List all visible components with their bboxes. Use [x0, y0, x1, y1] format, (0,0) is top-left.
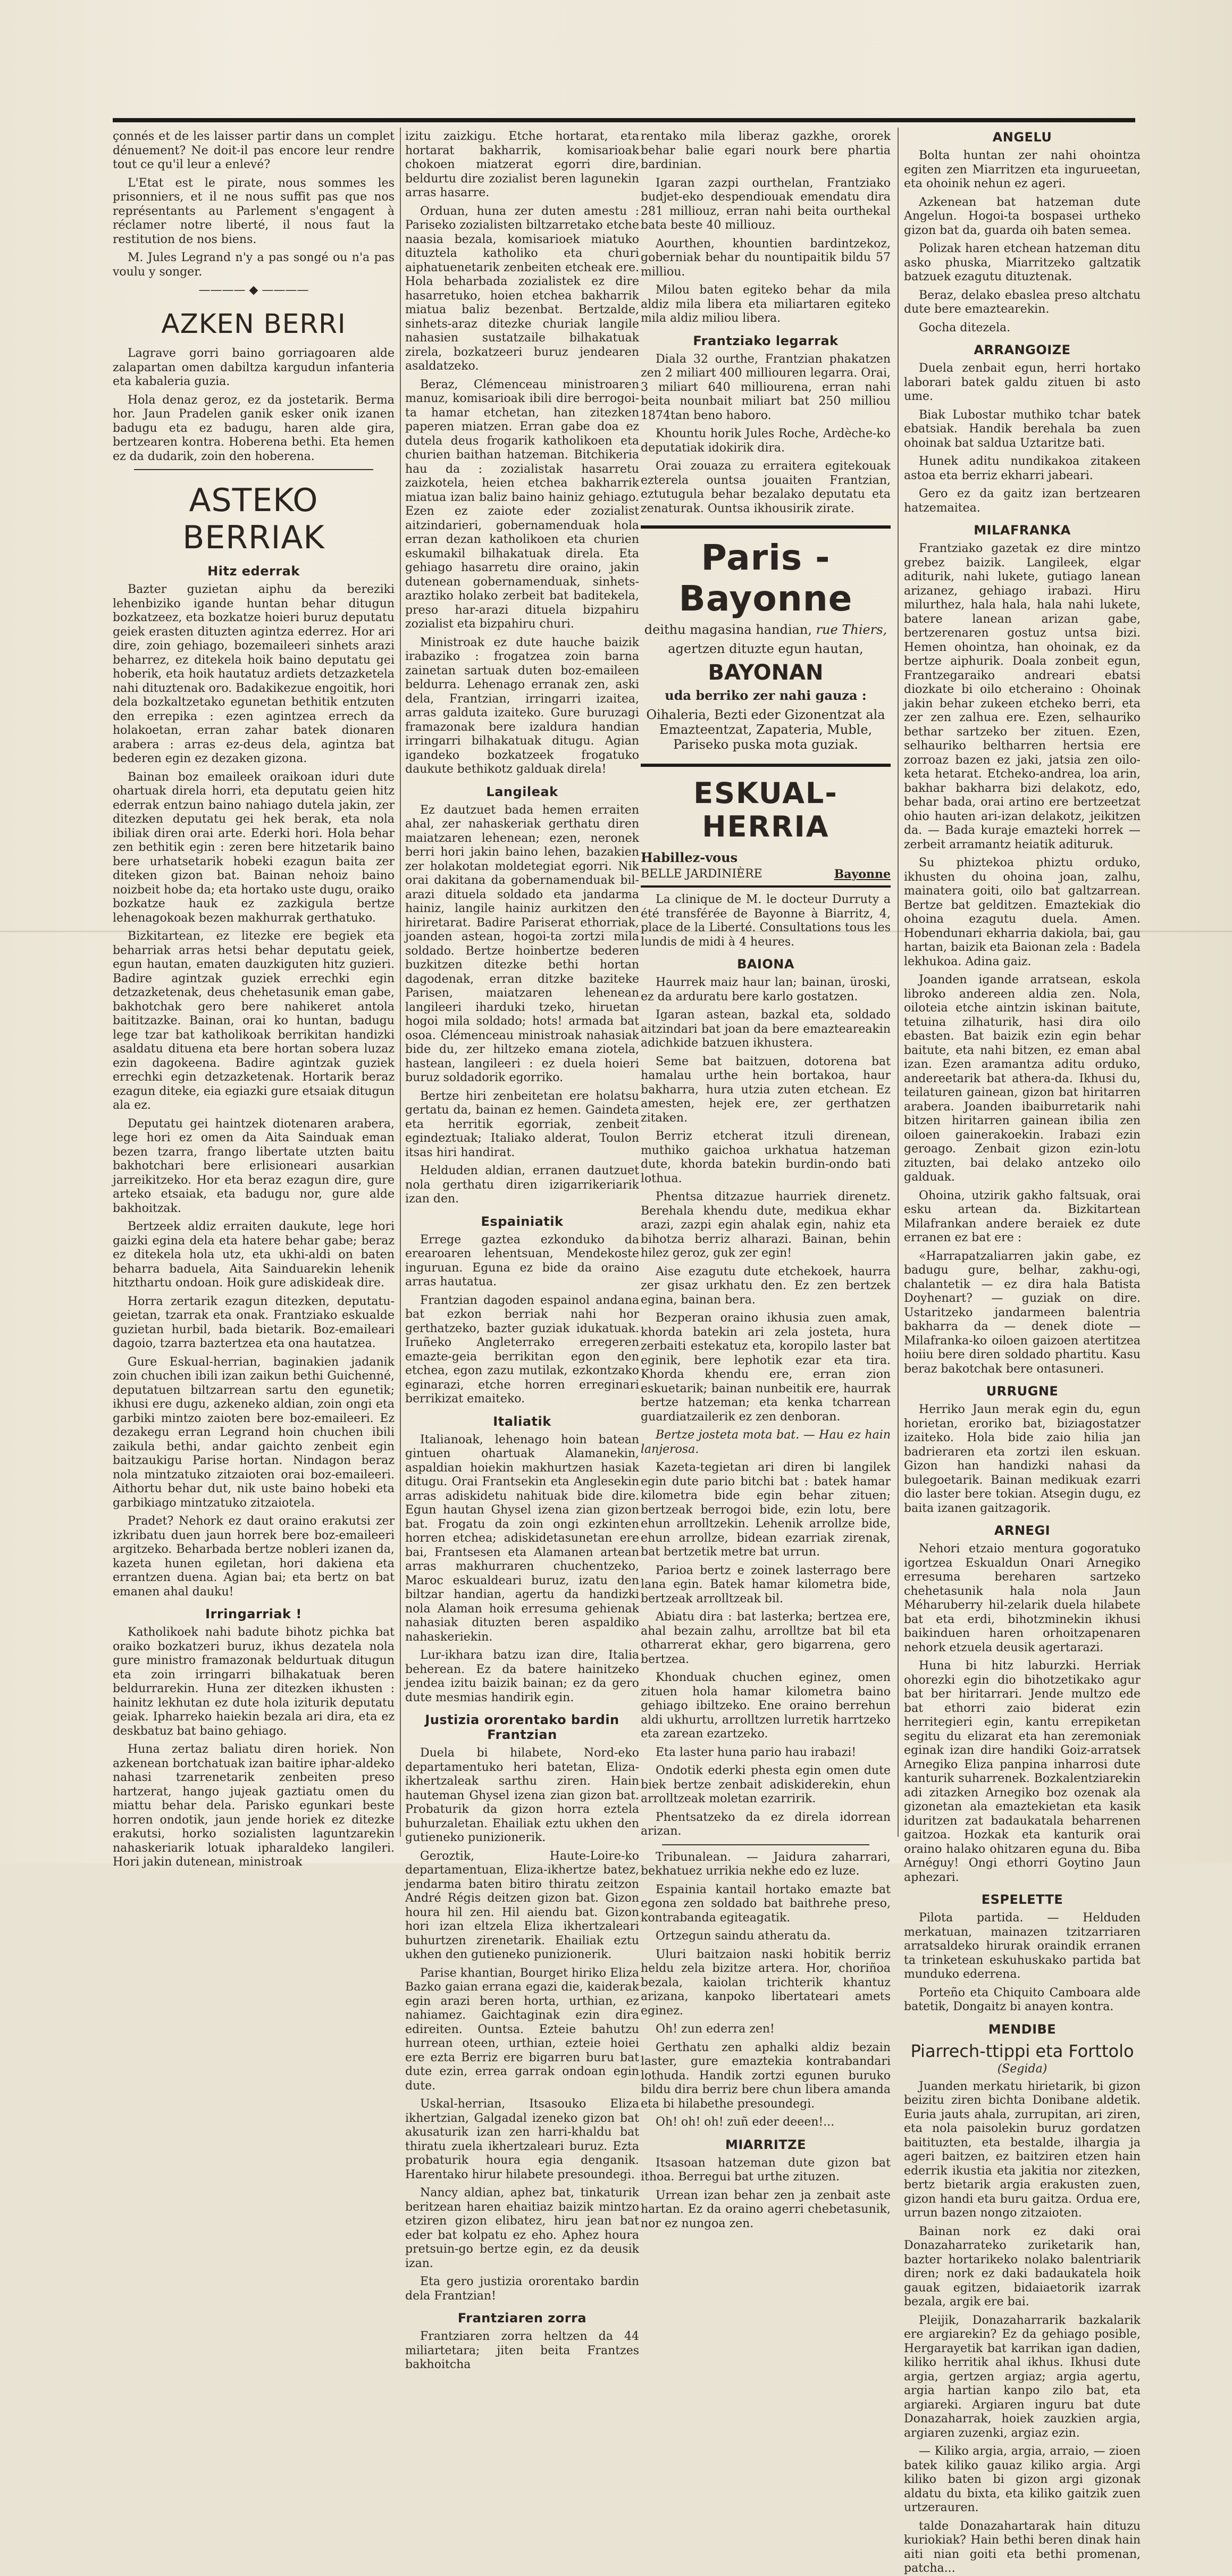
paragraph: Italianoak, lehenago hoin batean gintuen ohartuak Alamanekin, aspaldian hoiekin makhurtzen hasiak ditugu. Orai Frantsekin eta Anglesekin arras adiskidetu nahituak bide dire. Egun hautan Ghysel izena zian gizon bat. Frogatu da zoin ongi ezkinten horren etchea; adiskidetasunetan ere bai, Frantsesen eta Alamanen artean arras makhurraren chuchentzeko, Maroc eskualdeari buruz, izatu den biltzar handian, agertu da handizki nola Alaman hoik erresuma gehienak nahasiak dituzten beren aspaldiko nahaskeriekin. [405, 1433, 639, 1644]
paragraph: Su phiztekoa phiztu orduko, ikhusten du ohoina joan, zalhu, mainatera goiti, oilo bat galtzarrean. Bertze bat gelditzen. Emaztekiak dio ohoina ezagutu duela. Amen. Hobendunari ekharria dakiola, bai, gau hartan, baizik eta Baionan zela : Badela lekhukoa. Adina gaiz. [904, 856, 1141, 968]
advert-right: Bayonne [834, 867, 891, 881]
paragraph: L'Etat est le pirate, nous sommes les prisonniers, et il ne nous suffit pas que nos représentants au Parlement s'engagent à réclamer notre liberté, il nous faut la restitution de nos biens. [113, 176, 395, 246]
paragraph: Bertze josteta mota bat. — Hau ez hain lanjerosa. [641, 1428, 891, 1456]
paragraph: «Harrapatzaliarren jakin gabe, ez badugu gure, belhar, zakhu-ogi, chalantetik — ez dira hala Batista Doyhenart? — guziak on dire. Ustaritzeko jandarmeen balentria bakharra da — denek diote — Milafranka-ko oiloen gaizoen atertitzea hoiiu bere diren soldado phartitu. Kasu beraz bakotchak bere ontasuneri. [904, 1249, 1141, 1376]
paragraph: Beraz, Clémenceau ministroaren manuz, komisarioak ibili dire berrogoi-ta hamar etchetan, han zitezken paperen miatzen. Erran gabe doa ez dutela deus frogarik katholikoen eta churien baithan hatzeman. Bitchikeria hau da : zozialistak hasarretu zaizkotela, heien etchea bakharrik miatua izan baliz baino hainiz gehiago. Ezen ez zaiote eder zozialist aitzindarieri, gobernamenduak hola erran dezan katholikoen eta churien eskumakil bilhakatuak direla. Eta gehiago hasarretu dire oraino, jakin dutenean gobernamenduak, sinhets-araztiko holako zerbeit bat baditekela, preso har-arazi dituela bizpahiru zozialist eta bizpahiru churi. [405, 378, 639, 631]
paragraph: Nancy aldian, aphez bat, tinkaturik beritzean haren ehaitiaz baizik mintzo etziren gizon elibatez, hiru jean bat eder bat kolpatu ez eho. Aphez houra pretsuin-go bertze egin, ez da deusik izan. [405, 2186, 639, 2270]
paragraph: Phentsa ditzazue haurriek direnetz. Berehala khendu dute, medikua ekhar arazi, zazpi egin ahalak egin, nahiz eta bihotza berriz alharazi. Bainan, behin hilez geroz, guk zer egin! [641, 1190, 891, 1260]
section-heading: MIARRITZE [725, 2137, 806, 2152]
paragraph: Kazeta-tegietan ari diren bi langilek egin dute pario bitchi bat : batek hamar kilometra bide egin behar zituen; bertzeak berrogoi bide, ezin lotu, bere ehun arrolltzekin. Lehenik arrollze bide, ehun arrollze, bidean ezarriak zirenak, bat bertzetik metre bat urrun. [641, 1461, 891, 1559]
paragraph: Frantzian dagoden espainol andana bat ezkon berriak nahi hor gerthatzeko, bazter guziak idukatuak. Iruñeko Angleterrako erregeren emazte-geia berrikitan egon den etchea, egon zazu mutilak, ezkontzako eginarazi, etche horren erreginari berrikizat emaiteko. [405, 1293, 639, 1406]
paragraph: Phentsatzeko da ez direla idorrean arizan. [641, 1810, 891, 1838]
paragraph: Gure Eskual-herrian, baginakien jadanik zoin chuchen ibili izan zaikun bethi Guichenné, deputatuen biltzarrean sartu den egunetik; ikhusi ere dugu, azkeneko aldian, zoin ongi eta garbiki mintzo zaioten bere boz-emaileeri. Ez dezakegu erran Legrand hoin chuchen ibili zaikula bethi, andar gaichto zenbeit egin baitzaukigu Parise hortan. Nindagon beraz nola mintzatuko zitzaioten orai boz-emaileeri. Aithortu behar dut, nik uste baino hobeki eta garbikiago mintzatuko zitzaiotela. [113, 1355, 395, 1510]
paragraph: Pradet? Nehork ez daut oraino erakutsi zer izkribatu duen jaun horrek bere boz-emaileeri argitzeko. Beharbada bertze nobleri izanen da, kazeta hunen egiletan, hori dakiena eta errantzen duena. Agian bai; eta bertz on bat emanen ahal dauku! [113, 1515, 395, 1599]
advert-title: Paris - Bayonne [678, 537, 853, 619]
section-heading: ARRANGOIZE [974, 342, 1071, 357]
paragraph: Abiatu dira : bat lasterka; bertzea ere, ahal bezain zalhu, arrolltze bat bil eta otharrerat ekhar, gero bigarrena, gero bertzea. [641, 1610, 891, 1666]
paragraph: Porteño eta Chiquito Camboara alde batetik, Dongaitz bi anayen kontra. [904, 1986, 1141, 2013]
paragraph: izitu zaizkigu. Etche hortarat, eta hortarat bakharrik, komisarioak chokoen miatzerat egorri dire, beldurtu dire zozialist beren lagunekin arras hasarre. [405, 130, 639, 199]
paragraph: — Kiliko argia, argia, arraio, — zioen batek kiliko gauaz kiliko argia. Argi kiliko baten bi gizon argi gizonak aldatu du bixta, eta kiliko gaitzik zuen urtzerauren. [904, 2445, 1141, 2514]
column-4 [904, 130, 1141, 2575]
paragraph: Haurrek maiz haur lan; bainan, üroski, ez da arduratu bere karlo gostatzen. [641, 976, 891, 1003]
column-divider [898, 128, 899, 1837]
paragraph: Oh! zun ederra zen! [656, 2022, 775, 2036]
ornament-divider: ———— ◆ ———— [198, 283, 309, 297]
paragraph: Errege gaztea ezkonduko da erearoaren lehentsuan, Mendekoste inguruan. Eguna ez bide da oraino arras hautatua. [405, 1233, 639, 1289]
section-heading: MENDIBE [988, 2021, 1057, 2037]
column-divider [400, 128, 401, 1837]
paragraph: Uskal-herrian, Itsasouko Eliza ikhertzian, Galgadal izeneko gizon bat akusaturik izan zen harri-khaldu bat thiratu zuela ikhertzaleari buruz. Ezta probaturik houra egia denganik. Harentako hirur hilabete presoundegi. [405, 2097, 639, 2181]
paragraph: M. Jules Legrand n'y a pas songé ou n'a pas voulu y songer. [113, 251, 395, 279]
advert-left2: BELLE JARDINIÈRE [641, 867, 762, 881]
paragraph: Polizak haren etchean hatzeman ditu asko phuska, Miarritzeko galtzatik batzuek ezagutu dituztenak. [904, 242, 1141, 283]
paragraph: Itsasoan hatzeman dute gizon bat ithoa. Berregui bat urthe zituzen. [641, 2156, 891, 2184]
paragraph: Bizkitartean, ez litezke ere begiek eta beharriak arras hetsi behar deputatu geiek, egun hautan, ematen dauzkiguten hitz guzieri. Badire agintzak guziek errechki egin detzazketenak, deus chehetasunik eman gabe, bakhotchak gero bere nahikeret antola baititzazke. Bainan, orai ko huntan, badugu lege tzar bat katholikoak berrikitan handizki asaldatu dituena eta bere hortan sobera luzaz ezin dagokeena. Badire agintzak guziek errechki egin detzazketenak. Hortarik beraz ezagun diteke, eia egiazki gure etsaiak ditugun ala ez. [113, 930, 395, 1112]
divider [134, 469, 373, 470]
column-2 [405, 130, 639, 2371]
paragraph: Uluri baitzaion naski hobitik berriz heldu zela bizitze artera. Hor, choriñoa bezala, kaiolan trichterik khantuz arizana, kanpoko libertateari amets eginez. [641, 1947, 891, 2018]
paragraph: Urrean izan behar zen ja zenbait aste hartan. Ez da oraino agerri chebetasunik, nor ez nungoa zen. [641, 2188, 891, 2230]
section-heading: Langileak [486, 784, 558, 799]
paragraph: Frantziaren zorra heltzen da 44 miliartetara; jiten beita Frantzes bakhoitcha [405, 2330, 639, 2371]
section-heading: ESPELETTE [981, 1892, 1063, 1907]
paragraph: Huna zertaz baliatu diren horiek. Non azkenean bortchatuak izan baitire iphar-aldeko nahasi tzarrenetarik zenbeiten preso hartzerat, hango jujeak gaztiatu omen du miattu behar dela. Parisko egunkari beste horren ondotik, jaun jende horiek ez ditezke erakutsi, horko sozialisten laguntzarekin nahaskeriarik lotuak ipharaldeko langileri. Hori jakin dutenean, ministroak [113, 1743, 395, 1869]
paragraph: Berriz etcherat itzuli direnean, muthiko gaichoa urkhatua hatzeman dute, khorda batekin burdin-ondo bati lothua. [641, 1130, 891, 1185]
section-heading: Espainiatik [481, 1214, 564, 1229]
paragraph: Frantziako gazetak ez dire mintzo grebez baizik. Langileek, elgar aditurik, nahi lukete, gutiago lanean arizanez, gehiago irabazi. Hiru milurthez, hala hala, hala nahi lukete, batere lanean arizan gabe, bertzerenaren gostuz untsa bizi. Hemen ohointza, han ohoinak, ez da bertze aiphurik. Doala zonbeit egun, Frantzegaraiko andreari ebatsi diozkate bi oilo etcheraino : Ohoinak jakin behar zukeen etcheko berri, eta zer zen zalhua ere. Ezen, selhauriko bethar sartzeko ber zituen. Ezen, selhauriko beltharren hertsia ere zorroaz bazen ez jaki, jatsia zen oilo-keta hetarat. Etcheko-andrea, loa arin, bakhar bakharra bizi delakotz, edo, behar bada, orai artino ere bertzeetzat ohio hauten ari-izan delakotz, jeikitzen da. — Bada kuraje emazteki horrek — zerbeit arramantz heiatik adituruk. [904, 542, 1141, 851]
paragraph: rentako mila liberaz gazkhe, ororek behar balie egari nourk bere phartia bardinian. [641, 130, 891, 171]
column-3 [641, 130, 891, 2230]
paragraph: Parise khantian, Bourget hiriko Eliza Bazko gaian errana egazi die, kaiderak egin arazi beren horta, urthian, ez nahiamez. Gaichtaginak ezin dira edireiten. Ountsa. Ezteie bahutzu hurrean oteen, urthian, ezteie hoiei ere ezta Berriz ere bigarren buru bat dute ezin, errea garrak ondoan egin dute. [405, 1966, 639, 2093]
paragraph: Huna bi hitz laburzki. Herriak ohorezki egin dio bihotzetikako agur bat ber hiritarrari. Jende multzo ede bat ethorri zaio biderat ezin herritegieri egin, kantu errepiketan segitu du elizarat eta han zeremoniak eginak izan dire handiki Goiz-arratsek Arnegiko Eliza panpina inharrosi dute kanturik suharrenek. Bozkalentziarekin adi zitazken Arnegiko boz ozenak ala gizonetan ala emaztekietan eta kasik iduritzen zat badaukatala beharrenen gaitzoa. Hozkak eta kanturik orai oraino halako ohitzaren eguna du. Biba Arnéguy! Ongi ethorri Goytino Jaun aphezari. [904, 1659, 1141, 1884]
paragraph: Milou baten egiteko behar da mila aldiz mila libera eta miliartaren egiteko mila aldiz miliou libera. [641, 283, 891, 325]
paragraph: Bainan boz emaileek oraikoan iduri dute ohartuak direla horri, eta deputatu geien hitz ederrak entzun baino nahiago dutela jakin, zer ditezken deputatu gei hek berak, eta nola ibiliak diren orai arte. Ederki hori. Hola behar zen bethitik egin : zeren bere hitzetarik baino bere urhatsetarik hobeki ezagun baita zer diteken gizon bat. Bainan nehoiz baino noizbeit hobe da; eta hortako uste dugu, oraiko bozkatze hauk ez zazkigula bertze lehenagokoak bezen makhurrak gerthatuko. [113, 770, 395, 925]
paragraph: Hunek aditu nundikakoa zitakeen astoa eta berriz ekharri jabeari. [904, 455, 1141, 482]
paragraph: Katholikoek nahi badute bihotz pichka bat oraiko bozkatzeri buruz, ikhus dezatela nola gure ministro framazonak beldurtuak ditugun eta zoin irringarri bilhakatuak beren beldurrarekin. Huna zer ditezken ikhusten : hainitz lekhutan ez dute hola iziturik deputatu geiak. Ipharreko haiekin bezala ari dira, eta ez deskbatuz bat baino gehiago. [113, 1626, 395, 1738]
paragraph: Ortzegun saindu atheratu da. [656, 1929, 831, 1943]
paragraph: Geroztik, Haute-Loire-ko departamentuan, Eliza-ikhertze batez, jendarma baten bitiro thiratu zeitzon André Régis deitzen gizon bat. Gizon houra hil zen. Hil aiendu bat. Gizon hori izan eltzela Eliza ikhertzaleari buhurtzen zirenetarik. Ehailiak eztu ukhen den gutieneko punizionerik. [405, 1849, 639, 1961]
section-heading: Frantziaren zorra [457, 2311, 587, 2326]
paragraph: Biak Lubostar muthiko tchar batek ebatsiak. Handik berehala ba zuen ohoinak bat saldua Uztaritze bati. [904, 408, 1141, 450]
paragraph: Orai zouaza zu erraitera egitekouak ezterela ountsa jouaiten Frantzian, eztutugula behar bezalako deputatu eta zenaturak. Ountsa ikhousirik zirate. [641, 459, 891, 515]
paragraph: Parioa bertz e zoinek lasterrago bere lana egin. Batek hamar kilometra bide, bertzeak arrolltzeak bil. [641, 1563, 891, 1605]
advert-street: rue Thiers, [816, 622, 887, 637]
advert-row [641, 867, 891, 881]
paragraph: Aise ezagutu dute etchekoek, haurra zer gisaz urkhatu den. Ez zen bertzek egina, bainan bera. [641, 1265, 891, 1307]
paragraph: Oh! oh! oh! zuñ eder deeen!... [656, 2115, 835, 2129]
eskual-herria-advert [641, 776, 891, 888]
paragraph: Beraz, delako ebaslea preso altchatu dute bere emaztearekin. [904, 288, 1141, 316]
paragraph: Gocha ditezela. [919, 321, 1011, 334]
paragraph: Juanden merkatu hirietarik, bi gizon beizitu ziren bichta Donibane aldetik. Euria jauts ahala, zurrupitan, ari ziren, eta nola paisolekin buruz gordatzen baitituzten, eta bestalde, ilhargia ja ageri baitzen, ez baitziren etzen hain ederrik ikustia eta jakitia nor zitezken, bertz bietarik argia erakusten zuen, gizon handi eta buru gaitza. Ordua ere, urrun bazen nongo zitzaioten. [904, 2079, 1141, 2220]
section-heading: URRUGNE [986, 1384, 1059, 1399]
section-heading: MILAFRANKA [974, 523, 1071, 538]
advert-heading: ESKUAL-HERRIA [693, 776, 838, 843]
paragraph: Azkenean bat hatzeman dute Angelun. Hogoi-ta bospasei urtheko gizon bat da, guarda oih baten semea. [904, 195, 1141, 237]
paragraph: Bertze hiri zenbeitetan ere holatsu gertatu da, bainan ez hemen. Gaindeta eta herritik egorriak, zenbeit egindeztuak; Italiako alderat, Toulon itsas hiri handirat. [405, 1089, 639, 1159]
paragraph: Gero ez da gaitz izan bertzearen hatzemaitea. [904, 487, 1141, 515]
section-heading: ANGELU [992, 130, 1052, 145]
advert-row [641, 850, 891, 865]
paragraph: Bazter guzietan aiphu da bereziki lehenbiziko igande huntan behar ditugun bozkatzeez, eta bozkatze hoieri buruz deputatu geiek erasten dituzten agintza ederrez. Hor ari dire, zoin gehiago, bozemaileeri sinhets arazi beharrez, ez ditekela hoik baino deputatu gei hoberik, eta hoik hautatuz ardiets detzazketela nahi dituztenak oro. Badakikezue engoitik, hori dela bozkaltzetako egunetan bethitik entzuten den errepika : ezen agintzea errech da holakoetan, erran zahar batek dionaren arabera : arras ez-deus dela, agintza bat bederen egin ez dezaken gizona. [113, 583, 395, 765]
serial-subtitle: (Segida) [997, 2062, 1047, 2076]
paragraph: Duela bi hilabete, Nord-eko departamentuko heri batetan, Eliza-ikhertzaleak sarthu ziren. Hain hauteman Ghysel izena zian gizon bat. Probaturik da gizon horra eztela buhurzaletan. Ehailiak eztu ukhen den gutieneko punizionerik. [405, 1746, 639, 1844]
section-heading: Justizia ororentako bardin Frantzian [425, 1712, 619, 1742]
paragraph: Duela zenbait egun, herri hortako laborari batek galdu zituen bi asto ume. [904, 362, 1141, 403]
paragraph: Bolta huntan zer nahi ohointza egiten zen Miarritzen eta ingurueetan, eta ohoinik nehun ez ageri. [904, 149, 1141, 190]
paragraph: Khonduak chuchen eginez, omen zituen hola hamar kilometra baino gehiago ibiltzeko. Ene oraino berrehun aldi ukhurtu, arrolltzen lurretik harrtzeko eta zarean ezartzeko. [641, 1671, 891, 1741]
paragraph: Nehori etzaio mentura gogoratuko igortzea Eskualdun Onari Arnegiko erresuma bereharen sartzeko chehetasunik hala nola Jaun Méharuberry hil-zelarik duela hilabete bat eta erdi, bihotzminekin ikhusi baikinduen haren orhoitzapenaren nehork etzuela deusik agertarazi. [904, 1542, 1141, 1654]
paragraph: Khountu horik Jules Roche, Ardèche-ko deputatiak idokirik dira. [641, 427, 891, 455]
paragraph: Pleijik, Donazaharrarik bazkalarik ere argiarekin? Ez da gehiago posible, Hergarayetik bat karrikan igan dadien, kiliko herritik ahal ikhus. Ikhusi dute argia, gertzen argiaz; argia agertu, argia hartian kanpo zilo bat, eta argiareki. Argiaren inguru bat dute Donazaharrak, hoiek zauzkien argia, argiaren zuzenki, argiaz ezin. [904, 2313, 1141, 2440]
azken-berri-heading: AZKEN BERRI [161, 308, 346, 339]
paragraph: Ministroak ez dute hauche baizik irabaziko : frogatzea zoin barna zainetan sartuak duten boz-emaileen beldurra. Lehenago erranak zen, aski dela, Frantzian, irringarri izaitea, arras galduta izaiteko. Gure buruzagi framazonak bere izaldura handian irringarri bilhakatuak ditugu. Agian igandeko bozkatzeek frogatuko daukute bethikotz galduak direla! [405, 635, 639, 776]
advert-city: BAYONAN [708, 660, 824, 685]
advert-text: deithu magasina handian, [644, 622, 812, 637]
paragraph: Pilota partida. — Helduden merkatuan, mainazen tzitzarriaren arratsaldeko hirurak oraindik erranen ta trinketean eskuhuskako partida bat munduko ederrena. [904, 1911, 1141, 1981]
paragraph: talde Donazahartarak hain dituzu kuriokiak? Hain bethi beren dinak hain aiti nian goiti eta bethi promenan, patcha... [904, 2519, 1141, 2575]
paragraph: Bertzeek aldiz erraiten daukute, lege hori gaizki egina dela eta hatere behar gabe; beraz ez ditekela hola utz, eta ukhi-aldi on baten beharra baduela, Aita Sainduarekin lehenik hitzthartu ondoan. Hoik gure adiskideak dire. [113, 1220, 395, 1290]
paragraph: Espainia kantail hortako emazte bat egona zen soldado bat baithrehe preso, kontrabanda egiteagatik. [641, 1883, 891, 1925]
paragraph: Igaran astean, bazkal eta, soldado aitzindari bat joan da bere emazteareakin adichkide batzuen ikhustera. [641, 1008, 891, 1050]
serial-title: Piarrech-ttippi eta Forttolo [910, 2040, 1134, 2061]
section-heading: ARNEGI [994, 1523, 1051, 1538]
section-heading: Italiatik [493, 1414, 551, 1429]
paragraph: Gerthatu zen aphalki aldiz bezain laster, gure emaztekia kontrabandari lothuda. Handik zortzi egunen buruko bildu dira berriz bere chun libera amanda eta bi hilabethe presoundegi. [641, 2040, 891, 2111]
paragraph: Ohoina, utzirik gakho faltsuak, orai esku artean da. Bizkitartean Milafrankan andere beraiek ez dute erranen ez bat ere : [904, 1189, 1141, 1244]
paragraph: Helduden aldian, erranen dautzuet nola gerthatu diren izigarrikeriarik izan den. [405, 1164, 639, 1206]
top-rule [113, 118, 1135, 122]
paragraph: Horra zertarik ezagun ditezken, deputatu-geietan, tzarrak eta onak. Frantziako eskualde guzietan hurbil, bada bietarik. Boz-emaileari dagoio, tzarra baztertzea eta ona hautatzea. [113, 1294, 395, 1350]
advert-left: Habillez-vous [641, 850, 738, 865]
section-heading: Frantziako legarrak [693, 333, 839, 348]
paragraph: Hola denaz geroz, ez da jostetarik. Berma hor. Jaun Pradelen ganik esker onik izanen badugu eta ez badugu, haren alde gira, bertzearen kontra. Hoberena bethi. Eta hemen ez da dudarik, zoin den hoberena. [113, 393, 395, 463]
paragraph: Eta laster huna pario hau irabazi! [656, 1745, 857, 1759]
paragraph: Tribunalean. — Jaidura zaharrari, bekhatuez urrikia nekhe edo ez luze. [641, 1850, 891, 1878]
paragraph: Lagrave gorri baino gorriagoaren alde zalapartan omen dabiltza kargudun infanteria eta kabaleria guzia. [113, 347, 395, 388]
paragraph: Seme bat baitzuen, dotorena bat hamalau urthe hein bortakoa, haur bakharra, hura utzia zuten etchean. Ez amesten, hejek ere, zer gerthatzen zitaken. [641, 1055, 891, 1125]
advert-line: agertzen dituzte egun hautan, [668, 641, 864, 656]
paragraph: çonnés et de les laisser partir dans un complet dénuement? Ne doit-il pas encore leur rendre tout ce qu'il leur a enlevé? [113, 130, 395, 171]
paragraph: Ez dautzuet bada hemen erraiten ahal, zer nahaskeriak gerthatu diren maiatzaren lehenean; ezen, neronek berri hori jakin baino lehen, bazakien zer holakotan moldetegiat egorri. Nik orai dakitana da gobernamenduak bil-arazi dituela soldado eta jandarma hainiz, langile hainiz aurkitzen den hiriretarat. Badire Pariserat ethorriak, joanden astean, hogoi-ta zortzi mila soldado. Bertze hoinbertze bederen buzkitzen ditezke bethi hortan dagodenak, erran ditzke baziteke Parisen, maiatzaren lehenean langileeri iharduki tzeko, hiruetan hogoi mila soldado; hots! armada bat osoa. Clémenceau ministroak nahasiak bide du, zer hiltzeko emana ziotela, hastean, langileeri : ez duela hoieri buruz soldadorik egorriko. [405, 803, 639, 1084]
paragraph: La clinique de M. le docteur Durruty a été transférée de Bayonne à Biarritz, 4, place de la Liberté. Consultations tous les lundis de midi à 4 heures. [641, 893, 891, 949]
divider [662, 1844, 869, 1845]
advert-line: Oihaleria, Bezti eder Gizonentzat ala Emazteentzat, Zapateria, Muble, Pariseko puska mota guziak. [646, 707, 885, 752]
paragraph: Herriko Jaun merak egin du, egun horietan, eroriko bat, biziagostatzer izaiteko. Hola bide zaio hilia jan badrieraren eta zortzi ilen eskuan. Gizon han handizki nahasi da bulegoetarik. Bainan medikuak ezarri dio laster bere tokian. Atsegin dugu, ez baita izanen gaitzagorik. [904, 1403, 1141, 1515]
advert-line [644, 622, 887, 637]
paragraph: Igaran zazpi ourthelan, Frantziako budjet-eko despendiouak emendatu dira 281 milliouz, erran nahi beita ourthekal bata beste 40 milliouz. [641, 176, 891, 232]
paragraph: Diala 32 ourthe, Frantzian phakatzen zen 2 miliart 400 milliouren legarra. Orai, 3 miliart 640 milliourena, erran nahi beita nounbait miliart bat 250 milliou 1874tan beno haboro. [641, 352, 891, 422]
paragraph: Lur-ikhara batzu izan dire, Italia beherean. Ez da batere hainitzeko jendea izitu baizik bainan; ez da gero dute mesmias handirik egin. [405, 1649, 639, 1704]
paragraph: Joanden igande arratsean, eskola libroko andereen aldia zen. Nola, oiloteia etche aintzin iskinan baitute, tetuina zilhaturik, hasi dira oilo ebasten. Bat baizik ezin egin behar baitute, eta nahi bitzen, ez eman abal izan. Ezen aramantza aditu orduko, andereetarik bat athera-da. Ikhusi du, teilaturen gainean, gizon bat hiritarren arabera. Joanden ibaiburretarik nahi bitzen hiritarren gainean ibilia zen oiloen gainerakoekin. Irabazi ezin geroago. Zenbait gizon ezin-lotu zituzten, bai delako antzeko oilo galduak. [904, 973, 1141, 1184]
paragraph: Bezperan oraino ikhusia zuen amak, khorda batekin ari zela josteta, hura zerbaiti estekatuz eta, koropilo laster bat eginik, bere lephotik ezar eta tira. Khorda khendu ere, erran zion eskuetarik; bainan nunbeitik ere, haurrak bertze hatzeman; eta kenka tcharrean guardiatzailerik ez zen denboran. [641, 1311, 891, 1424]
section-heading: Irringarriak ! [205, 1607, 302, 1621]
paragraph: Aourthen, khountien bardintzekoz, goberniak behar du nountipaitik bildu 57 milliou. [641, 237, 891, 279]
section-heading: Hitz ederrak [207, 564, 300, 579]
paragraph: Ondotik ederki phesta egin omen dute biek bertze zenbait adiskiderekin, ehun arrolltzeak moletan ezarririk. [641, 1764, 891, 1805]
column-1 [113, 130, 395, 1869]
paris-bayonne-advert [641, 525, 891, 767]
asteko-berriak-heading: ASTEKO BERRIAK [182, 482, 325, 556]
paragraph: Eta gero justizia ororentako bardin dela Frantzian! [405, 2275, 639, 2303]
paragraph: Deputatu gei haintzek diotenaren arabera, lege hori ez omen da Aita Sainduak eman bezen tzarra, frango libertate utzten baitu bakhotchari bere erlisioneari ausarkian jarreikitzeko. Hor eta beraz ezagun dire, gure arteko etsaiak, eta badugu nor, gure alde bakhoitzak. [113, 1117, 395, 1215]
advert-line: uda berriko zer nahi gauza : [665, 688, 867, 703]
paragraph: Orduan, huna zer duten amestu : Pariseko zozialisten biltzarretako etche naasia bezala, komisarioek miatuko dituztela katholiko eta churi aiphatuenetarik zenbeiten etcheak ere. Hola beharbada zozialistek ez dire hasarretuko, hoien etchea bakharrik miatua baliz bezenbat. Bertzalde, sinhets-araz ditezke churiak langile nahasien sustatzaile bilhakatuak zirela, bozkatzeeri buruz jendearen asaldatzeko. [405, 204, 639, 373]
section-heading: BAIONA [737, 957, 794, 972]
paragraph: Bainan nork ez daki orai Donazaharrateko zuriketarik han, bazter hortarikeko nolako balentriarik diren; nork ez daki badaukatela hoik gauak egitzen, bidaiaetorik izarrak bezala, argik ere bai. [904, 2224, 1141, 2309]
